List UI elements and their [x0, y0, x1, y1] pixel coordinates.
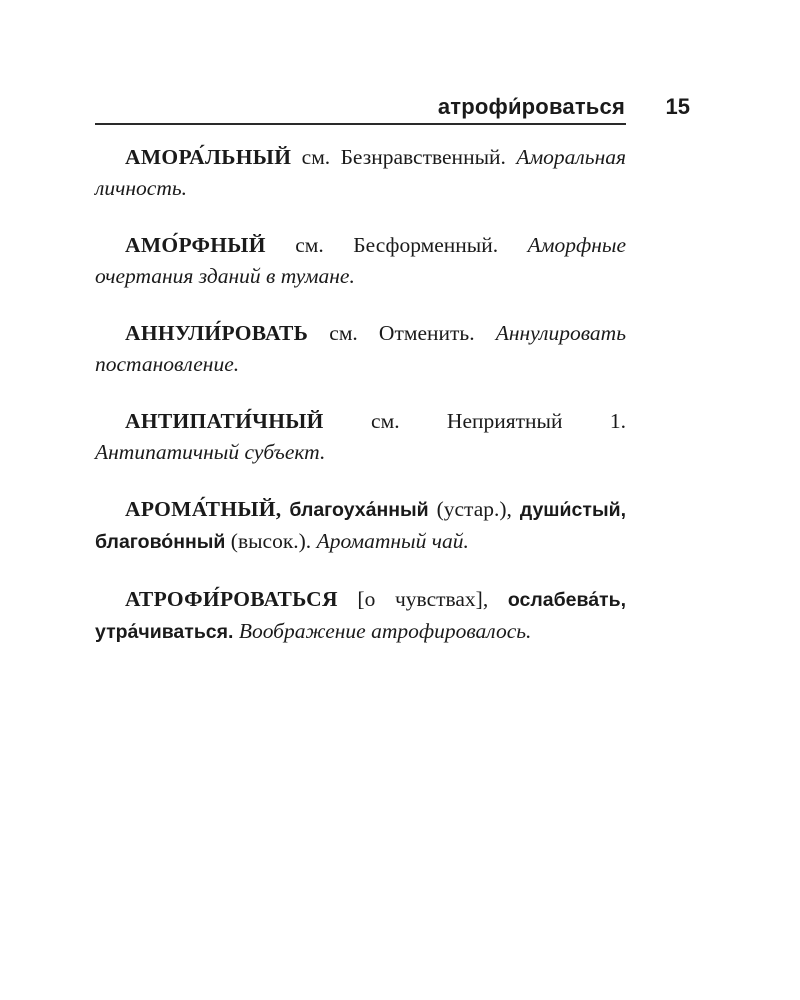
entry-synonym: души́стый, благово́нный	[95, 499, 626, 553]
entry-reference: см. Безнравственный.	[291, 145, 517, 169]
page-number: 15	[665, 94, 690, 119]
dictionary-entry	[95, 584, 626, 648]
entry-reference: см. Отменить.	[308, 321, 496, 345]
entry-example: Ароматный чай.	[316, 529, 469, 553]
header-rule	[95, 123, 626, 125]
entry-headword: АНТИПАТИ́ЧНЫЙ	[125, 409, 324, 433]
header-keyword: атрофи́роваться	[437, 94, 625, 119]
entry-example: Аморальная личность.	[95, 145, 626, 200]
entry-headword: АННУЛИ́РОВАТЬ	[125, 321, 309, 345]
entry-usage-note: [о чувствах],	[337, 587, 508, 611]
running-header	[95, 94, 692, 122]
entry-usage-note: (высок.).	[225, 529, 317, 553]
entry-example: Аморфные очертания зданий в тумане.	[95, 233, 626, 288]
entry-reference: см. Бесформенный.	[265, 233, 528, 257]
entry-headword: АМО́РФНЫЙ	[125, 233, 266, 257]
dictionary-entry	[95, 318, 626, 380]
entry-example: Аннулировать постановление.	[95, 321, 626, 376]
entry-example: Антипатичный субъект.	[95, 440, 326, 464]
entry-headword: АРОМА́ТНЫЙ,	[125, 497, 282, 521]
dictionary-entry	[95, 230, 626, 292]
entry-example: Воображение атрофировалось.	[233, 619, 532, 643]
dictionary-entry	[95, 406, 626, 468]
entry-headword: АТРОФИ́РОВАТЬСЯ	[125, 587, 338, 611]
dictionary-entry	[95, 494, 626, 558]
dictionary-entry	[95, 142, 626, 204]
entry-list	[95, 142, 626, 674]
entry-headword: АМОРА́ЛЬНЫЙ	[125, 145, 292, 169]
entry-reference: см. Неприятный 1.	[323, 409, 626, 433]
entry-usage-note: (устар.),	[428, 497, 520, 521]
entry-synonym: ослабева́ть, утра́чиваться.	[95, 589, 626, 643]
entry-synonym: благоуха́нный	[289, 499, 429, 521]
